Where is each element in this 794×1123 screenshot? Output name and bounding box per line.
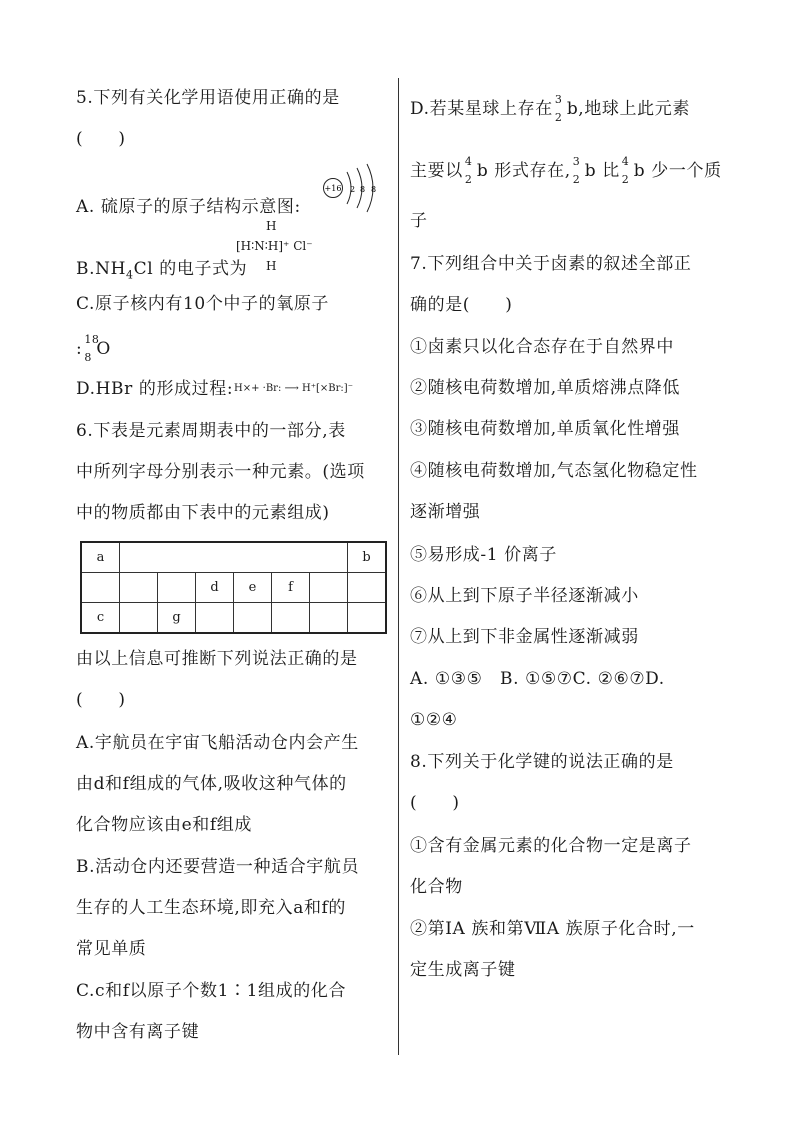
q5-option-a: A. 硫原子的原子结构示意图:	[76, 197, 301, 217]
shell-1-count: 2	[350, 185, 356, 194]
q5-stem: 5.下列有关化学用语使用正确的是	[76, 88, 340, 108]
table-cell: f	[272, 573, 310, 603]
table-cell	[158, 542, 196, 573]
q7-item-1: ①卤素只以化合态存在于自然界中	[410, 337, 674, 357]
q7-item-3: ③随核电荷数增加,单质氧化性增强	[410, 419, 681, 439]
q8-item-2-cont: 定生成离子键	[410, 960, 516, 980]
q6-option-b-3: 常见单质	[76, 939, 147, 959]
q6-question: 由以上信息可推断下列说法正确的是	[76, 649, 358, 669]
q6-stem-1: 6.下表是元素周期表中的一部分,表	[76, 421, 346, 441]
q7-stem-2: 确的是( )	[410, 295, 513, 315]
q8-stem: 8.下列关于化学键的说法正确的是	[410, 752, 674, 772]
table-cell	[348, 603, 387, 634]
q7-stem-1: 7.下列组合中关于卤素的叙述全部正	[410, 254, 692, 274]
q6-option-a-1: A.宇航员在宇宙飞船活动仓内会产生	[76, 733, 359, 753]
table-row	[81, 603, 386, 634]
q6-option-d-1: D.若某星球上存在 3 2 b,地球上此元素	[410, 93, 690, 124]
table-cell	[272, 542, 310, 573]
q5-option-d: D.HBr 的形成过程:	[76, 379, 234, 399]
table-cell	[120, 542, 158, 573]
table-cell: g	[158, 603, 196, 634]
q8-item-1-cont: 化合物	[410, 877, 463, 897]
table-cell	[120, 603, 158, 634]
table-cell	[158, 573, 196, 603]
q8-item-2: ②第ⅠA 族和第ⅦA 族原子化合时,一	[410, 919, 695, 939]
table-cell: e	[234, 573, 272, 603]
q5-option-c-symbol: : 18 8 O	[76, 333, 111, 364]
q7-item-5: ⑤易形成-1 价离子	[410, 545, 557, 565]
nh4cl-formula: [H∶N∶H]⁺ Cl⁻	[236, 239, 313, 253]
table-cell: a	[81, 542, 120, 573]
q5-paren: ( )	[76, 129, 126, 149]
table-cell	[272, 603, 310, 634]
hbr-formation: H×+ ·Br: ⟶ H⁺[×Br:]⁻	[234, 383, 353, 394]
table-cell: c	[81, 603, 120, 634]
table-cell	[234, 542, 272, 573]
q6-option-c-2: 物中含有离子键	[76, 1022, 200, 1042]
q7-item-7: ⑦从上到下非金属性逐渐减弱	[410, 627, 639, 647]
table-cell: b	[348, 542, 387, 573]
table-cell	[234, 603, 272, 634]
table-cell	[81, 573, 120, 603]
periodic-table-fragment	[80, 541, 387, 634]
q6-stem-2: 中所列字母分别表示一种元素。(选项	[76, 462, 365, 482]
table-cell	[310, 573, 348, 603]
atom-nucleus-label: +16	[324, 184, 342, 193]
q6-option-b-2: 生存的人工生态环境,即充入a和f的	[76, 898, 347, 918]
table-cell	[310, 603, 348, 634]
q7-item-4: ④随核电荷数增加,气态氢化物稳定性	[410, 461, 698, 481]
table-cell: d	[196, 573, 234, 603]
q6-stem-3: 中的物质都由下表中的元素组成)	[76, 503, 330, 523]
q7-options: A. ①③⑤ B. ①⑤⑦C. ②⑥⑦D.	[410, 669, 665, 689]
nh4cl-bottom-h: H	[266, 259, 277, 273]
table-row	[81, 542, 386, 573]
q7-item-6: ⑥从上到下原子半径逐渐减小	[410, 586, 639, 606]
sulfur-atom-diagram	[320, 162, 392, 214]
table-cell	[310, 542, 348, 573]
q8-item-1: ①含有金属元素的化合物一定是离子	[410, 836, 692, 856]
q6-option-a-2: 由d和f组成的气体,吸收这种气体的	[76, 774, 347, 794]
q6-option-d-3: 子	[410, 211, 428, 231]
q7-item-2: ②随核电荷数增加,单质熔沸点降低	[410, 378, 681, 398]
q5-option-b: $B.NH_4Cl$ 的电子式为	[76, 259, 248, 282]
shell-3-count: 8	[371, 185, 377, 194]
table-cell	[196, 603, 234, 634]
q7-item-4-cont: 逐渐增强	[410, 502, 481, 522]
column-divider	[398, 78, 399, 1055]
shell-2-count: 8	[360, 185, 366, 194]
nh4cl-top-h: H	[266, 219, 277, 233]
q6-paren: ( )	[76, 690, 126, 710]
q6-option-b-1: B.活动仓内还要营造一种适合宇航员	[76, 857, 360, 877]
table-cell	[196, 542, 234, 573]
table-cell	[120, 573, 158, 603]
table-cell	[348, 573, 387, 603]
table-row	[81, 573, 386, 603]
q6-option-a-3: 化合物应该由e和f组成	[76, 815, 252, 835]
q6-option-c-1: C.c和f以原子个数1∶1组成的化合	[76, 981, 347, 1001]
q6-option-d-2: 主要以 4 2 b 形式存在, 3 2 b 比 4 2 b 少一个质	[410, 155, 722, 186]
q5-option-c: C.原子核内有10个中子的氧原子	[76, 294, 330, 314]
q7-options-cont: ①②④	[410, 710, 458, 730]
q8-paren: ( )	[410, 793, 460, 813]
